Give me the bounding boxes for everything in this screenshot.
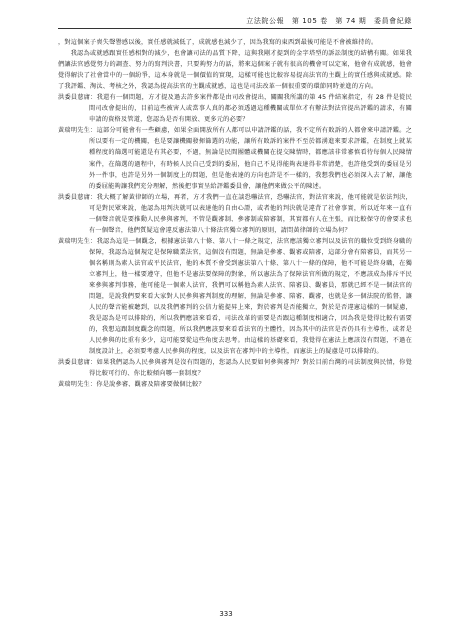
speaker-paragraph: 洪委員慈庸：如果我們認為人民參與審判是沒有問題的，您認為人民要如何參與審判？對於目前台灣的司法制度與民情，你覺得比較可行的、你比較傾向哪一套制度？ [58,359,412,378]
paragraph: ，對這個案子喪失聲譽感以後，實任感就減低了，成就感也減少了，因為我寫的東西到最後可能是不會被維持的。 [58,39,378,46]
speaker-paragraph: 洪委員慈庸：我大概了解黃律師的立場，再者，方才我們一直在談恐嚇法官，恐嚇法官，對法官來說，他可能就是依法判決，可是對民眾來說，他認為用判決就可以表達他的自由心證，或者他的判決就是違背了社會事實，所以近年來一直有一個聲音就是要推動人民參與審判，不管是觀審制、參審制或陪審制，其實都有人在主張，而比較保守的會要求也有一個聲音，他們質疑這會違反憲法第八十條法官獨立審判的原則，請問黃律師的立場為何？ [58,193,412,234]
speaker-paragraph: 洪委員慈庸：我還有一個問題，方才提及過去許多案件都是由司改會提出，關關我所講的第 45 件結案指定，有 28 件是從民間司改會提出的，目前這些被害人或當事人真的都必須透過這種機關或單位才有辦法對法官提出評鑑的請求，有關申請的資格及管道，您認為是否有開放、更多元的必要？ [58,94,412,124]
speaker-paragraph: 黃瑞明先生：這部分可能會有一些顧慮，如果全面開放所有人都可以申請評鑑的話，我不定所有敗訴的人都會來申請評鑑。之所以要有一定的機關，也是要讓機關發揮篩選的功能，讓所有敗訴的案件不至於都湧進來要求評鑑，在制度上就某種程度的篩選可能還是有其必要，不過，無論是民間團體或機關在提交陳情時，都應該非常審慎看待每個人民陳情案件，在篩選的過程中，有時候人民自己受到的委屈，他自己不見得能夠表達得非常清楚，也許他受到的委屈是另外一件事，也許是另外一個制度上的問題，但是他表達的方向也許是不一樣的，我想我們也必須深入去了解，讓他的委屈能夠讓我們充分理解，然後把事實呈給評鑑委員會，讓他們來做公平的陳述。 [58,127,412,190]
header-divider [58,28,412,29]
page-number: 333 [219,610,233,618]
speaker-paragraph: 黃瑞明先生：你是說參審、觀審及陪審要做個比較？ [58,381,205,389]
transcript-body [58,37,412,391]
gazette-header: 立法院公報 第 105 卷 第 74 期 委員會紀錄 [246,17,412,25]
paragraph: 我認為或就感跟實任感相對的減少，也會讓司法的品質下降，這與我剛才提到的金字塔型的訴訟制度的結構有關。如果我們讓法官感覺努力的調查、努力的寫判決書，只要夠努力的話，將來這個案子就有很高的機會可以定案，他會有成就感，他會覺得解決了社會當中的一個紛爭，這本身就是一個價值的實現，這樣可能也比較容易提高法官的主觀上的實任感與成就感。除了我評鑑、淘汰、考核之外，我認為提高法官的主觀成就感，這也是司法改革一個很重要的環節同時並進的方向。 [58,50,412,91]
speaker-paragraph: 黃瑞明先生：我認為這是一個觀念，根據憲法第八十條、第八十一條之規定，法官應該獨立審判以及法官的職位受到終身職的保障，我認為這個規定是保障職業法官，這個沒有問題，無論是參審、觀審或陪審，這部分會有陪審員，而其另一個名稱則為素人法官或平民法官，他的本質不會受到憲法第八十條、第八十一條的保障，他不可能是終身職，在獨立審判上，他一樣要遵守，但他不是憲法要保障的對象，所以憲法為了保障法官所做的規定，不應該成為排斥平民來參與審判事務，他可能是一個素人法官，我們可以稱他為素人法官、陪審員、觀審員，那就已經不是一個法官的問題，是說我們要來看大家對人民參與審判制度的理解，無論是參審、陪審、觀審，也就是多一個法院的監督，讓人民的聲音能被聽到，以及我們審判的公信力能提昇上來，對於審判是否能獨立，對於是否違憲這樣的一個疑慮，我是認為是可以排除的，所以我們應該來看看，司法改革的需要是否跟這種制度相適合，因為我是覺得比較有需要的，我想這跟制度觀念的問題，所以我們應該要來看看法官的主體性，因為其中的法官是否仍具有主導性，或者是人民參與的比重有多少，這可能要從這些角度去思考。由這樣的基礎來看，我覺得在憲法上應該沒有問題，不過在制度設計上，必須要考慮人民參與的程度，以及法官在審判中的主導性，而憲法上的疑慮是可以排除的。 [58,237,412,356]
